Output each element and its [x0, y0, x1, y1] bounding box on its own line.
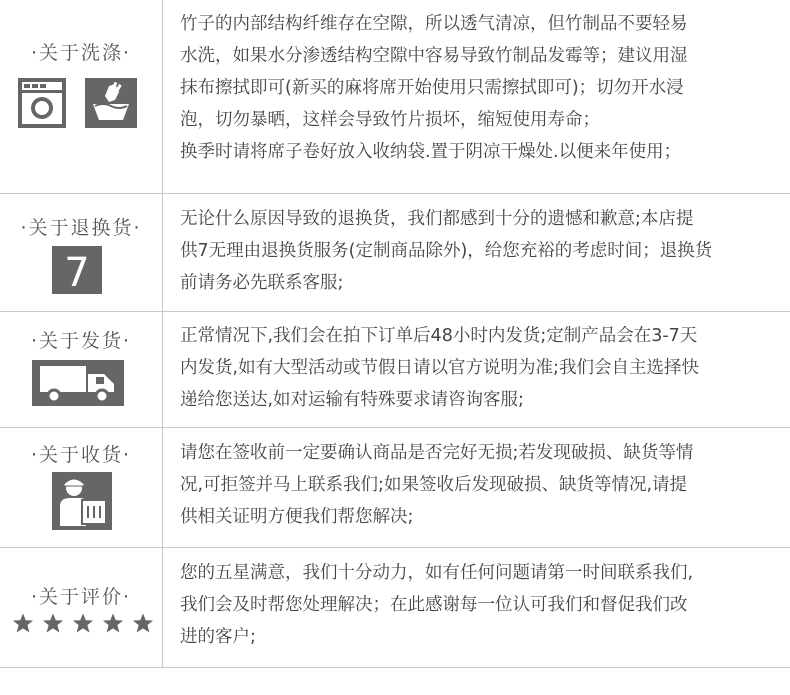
section-text-reviews — [180, 557, 780, 653]
hand-wash-icon — [85, 78, 137, 128]
section-text-washing — [180, 8, 780, 168]
section-label-washing: ·关于洗涤· — [30, 42, 132, 64]
section-label-reviews: ·关于评价· — [30, 586, 132, 608]
row-divider — [0, 311, 790, 312]
delivery-truck-icon — [32, 360, 124, 406]
star-icon — [72, 612, 94, 634]
star-icon — [132, 612, 154, 634]
courier-package-icon — [52, 472, 112, 530]
washing-machine-icon — [18, 78, 66, 128]
section-text-receiving — [180, 437, 780, 533]
text-line: 况,可拒签并马上联系我们;如果签收后发现破损、缺货等情况,请提 — [180, 475, 688, 495]
five-star-rating — [12, 612, 154, 634]
seven-day-badge-text: 7 — [64, 250, 90, 294]
text-line: 内发货,如有大型活动或节假日请以官方说明为准;我们会自主选择快 — [180, 358, 699, 378]
row-divider — [0, 547, 790, 548]
text-line: 竹子的内部结构纤维存在空隙，所以透气清凉，但竹制品不要轻易 — [180, 14, 688, 34]
section-label-returns: ·关于退换货· — [20, 217, 142, 239]
text-line: 供相关证明方便我们帮您解决; — [180, 507, 414, 527]
row-divider — [0, 667, 790, 668]
text-line: 进的客户; — [180, 627, 256, 647]
text-line: 泡，切勿暴晒，这样会导致竹片损坏，缩短使用寿命； — [180, 110, 600, 130]
row-divider — [0, 193, 790, 194]
text-line: 无论什么原因导致的退换货，我们都感到十分的遗憾和歉意;本店提 — [180, 209, 694, 229]
star-icon — [102, 612, 124, 634]
text-line: 我们会及时帮您处理解决；在此感谢每一位认可我们和督促我们改 — [180, 595, 688, 615]
text-line: 请您在签收前一定要确认商品是否完好无损;若发现破损、缺货等情 — [180, 443, 694, 463]
star-icon — [12, 612, 34, 634]
text-line: 您的五星满意，我们十分动力，如有任何问题请第一时间联系我们, — [180, 563, 694, 583]
column-divider — [162, 0, 163, 667]
section-label-shipping: ·关于发货· — [30, 330, 132, 352]
row-divider — [0, 427, 790, 428]
section-label-receiving: ·关于收货· — [30, 444, 132, 466]
seven-day-return-icon — [52, 246, 102, 294]
text-line: 递给您送达,如对运输有特殊要求请咨询客服; — [180, 390, 524, 410]
text-line: 供7无理由退换货服务(定制商品除外)，给您充裕的考虑时间；退换货 — [180, 241, 713, 261]
text-line: 抹布擦拭即可(新买的麻将席开始使用只需擦拭即可)；切勿开水浸 — [180, 78, 684, 98]
section-text-returns — [180, 203, 780, 299]
star-icon — [42, 612, 64, 634]
text-line: 前请务必先联系客服; — [180, 273, 344, 293]
text-line: 换季时请将席子卷好放入收纳袋.置于阴凉干燥处.以便来年使用； — [180, 142, 682, 162]
section-text-shipping — [180, 320, 780, 416]
text-line: 水洗，如果水分渗透结构空隙中容易导致竹制品发霉等；建议用湿 — [180, 46, 688, 66]
text-line: 正常情况下,我们会在拍下订单后48小时内发货;定制产品会在3-7天 — [180, 326, 698, 346]
